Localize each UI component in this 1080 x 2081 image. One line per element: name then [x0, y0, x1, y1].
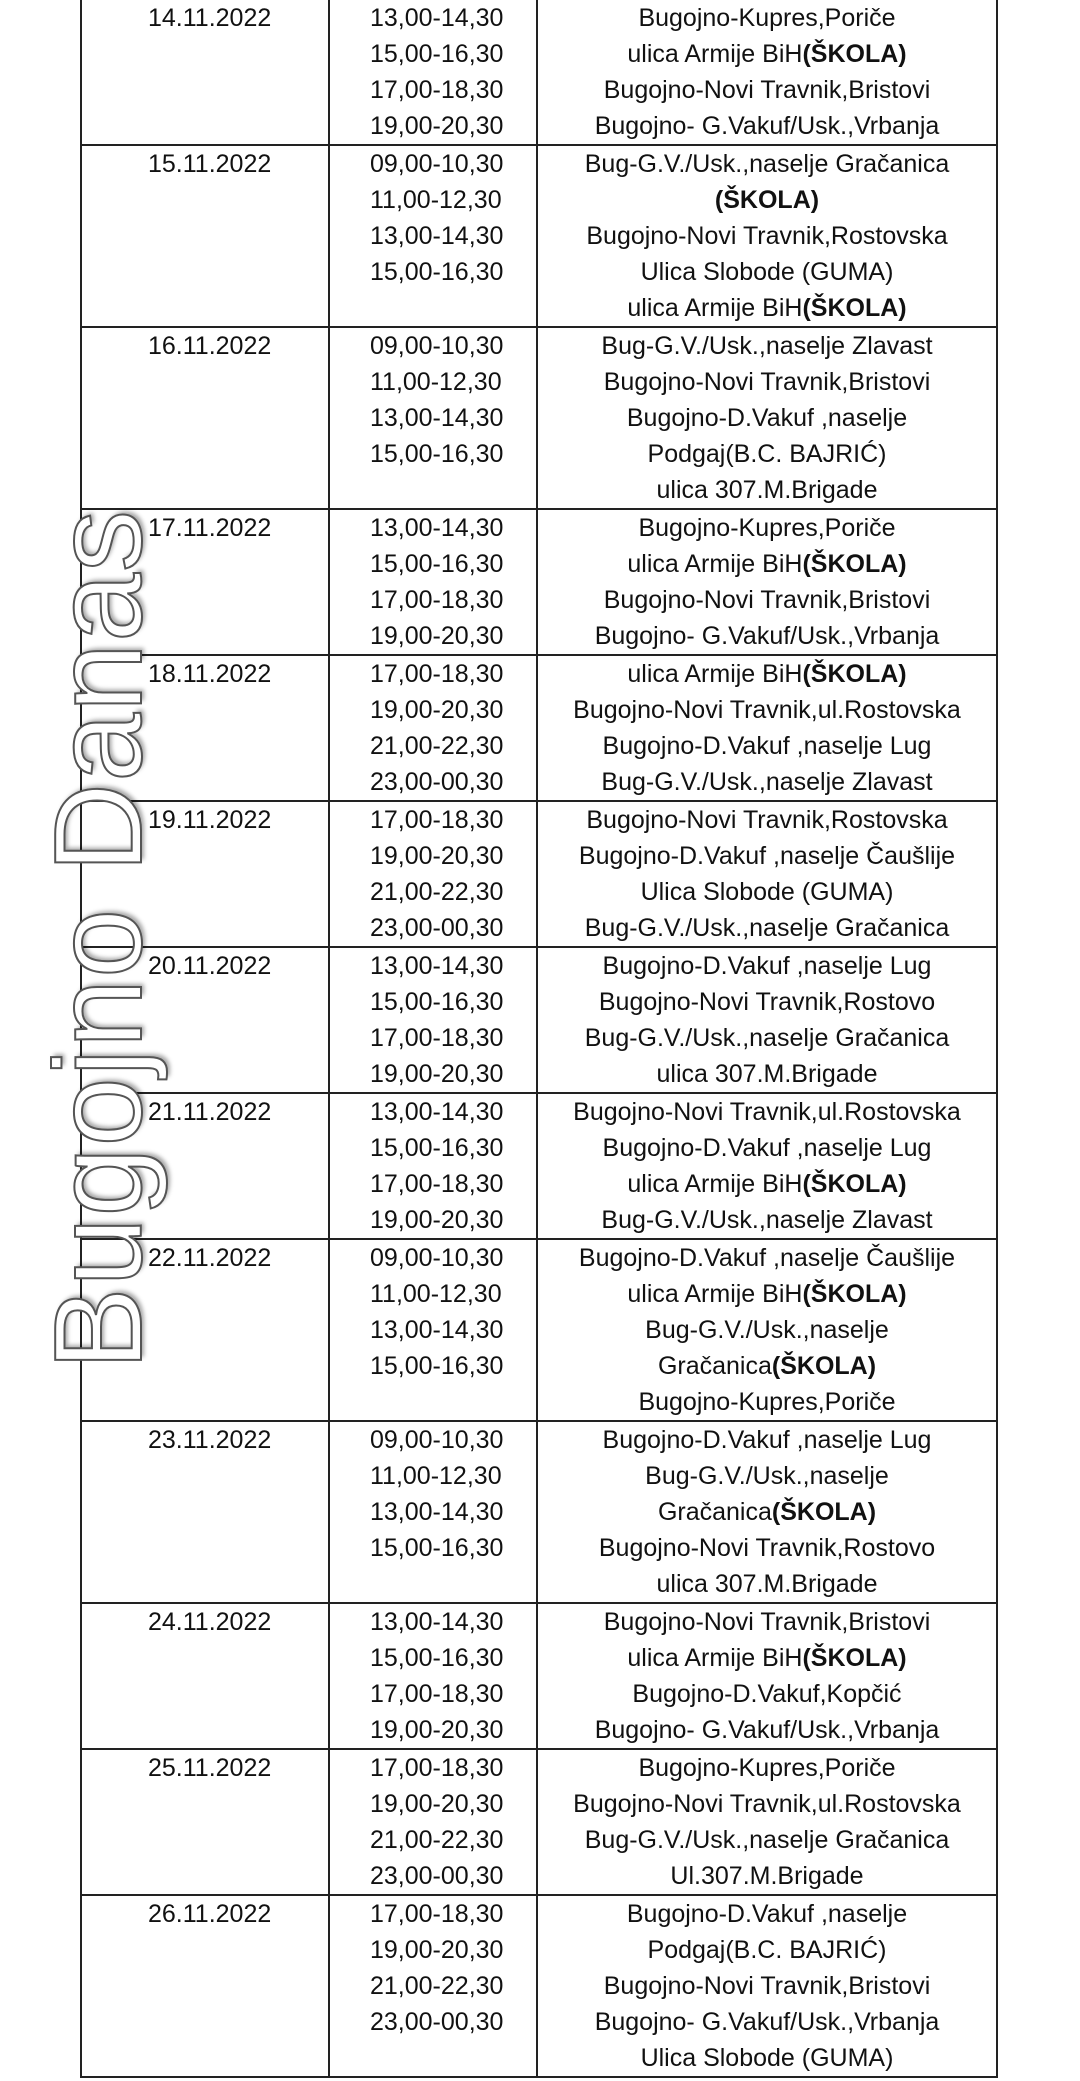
location-text: Bugojno-Novi Travnik,Bristovi	[603, 586, 931, 614]
date-text: 18.11.2022	[148, 660, 272, 688]
location-line	[538, 290, 996, 326]
location-line	[538, 692, 996, 728]
location-line	[538, 1494, 996, 1530]
location-line	[538, 1896, 996, 1932]
date-cell	[81, 801, 329, 947]
schedule-row	[81, 801, 997, 947]
location-line	[538, 1020, 996, 1056]
location-line	[538, 948, 996, 984]
schedule-row	[81, 1895, 997, 2077]
location-text: ulica Armije BiH	[627, 550, 803, 578]
schedule-row	[81, 0, 997, 145]
location-cell	[537, 1749, 997, 1895]
location-cell	[537, 327, 997, 509]
time-cell	[329, 1421, 537, 1603]
location-text: Bugojno-Novi Travnik,Rostovo	[598, 988, 936, 1016]
time-slot: 17,00-18,30	[370, 586, 504, 614]
school-marker: (ŠKOLA)	[802, 1644, 907, 1672]
time-slot: 09,00-10,30	[370, 1426, 504, 1454]
date-cell	[81, 1421, 329, 1603]
location-text: Bug-G.V./Usk.,naselje Gračanica	[584, 1826, 950, 1854]
school-marker: (ŠKOLA)	[771, 1352, 877, 1380]
date-text: 19.11.2022	[148, 806, 272, 834]
location-line	[538, 400, 996, 436]
time-slot: 19,00-20,30	[370, 1716, 504, 1744]
location-text: Gračanica	[657, 1498, 772, 1526]
location-line	[538, 764, 996, 800]
location-text: Bugojno-Novi Travnik,Rostovo	[598, 1534, 936, 1562]
schedule-row	[81, 509, 997, 655]
time-slot: 13,00-14,30	[370, 952, 504, 980]
date-text: 24.11.2022	[148, 1608, 272, 1636]
location-text: Bugojno-Novi Travnik,ul.Rostovska	[573, 1790, 961, 1818]
time-slot: 15,00-16,30	[370, 1534, 504, 1562]
location-text: Gračanica	[657, 1352, 772, 1380]
location-line	[538, 146, 996, 182]
time-slot: 19,00-20,30	[370, 1206, 504, 1234]
date-text: 23.11.2022	[148, 1426, 272, 1454]
schedule-row	[81, 145, 997, 327]
date-text: 16.11.2022	[148, 332, 272, 360]
location-line	[538, 1530, 996, 1566]
date-cell	[81, 1093, 329, 1239]
time-cell	[329, 1603, 537, 1749]
watermark-text: Bugojno Danas	[30, 509, 168, 1370]
location-text: ulica Armije BiH	[627, 1644, 803, 1672]
schedule-row	[81, 1603, 997, 1749]
location-text: ulica Armije BiH	[627, 1170, 803, 1198]
location-text: Bugojno-Novi Travnik,Bristovi	[603, 368, 931, 396]
time-slot: 19,00-20,30	[370, 696, 504, 724]
school-marker: (ŠKOLA)	[771, 1498, 877, 1526]
location-line	[538, 1348, 996, 1384]
location-text: Bugojno- G.Vakuf/Usk.,Vrbanja	[594, 622, 940, 650]
school-marker: (ŠKOLA)	[802, 294, 907, 322]
time-slot: 17,00-18,30	[370, 1900, 504, 1928]
date-text: 21.11.2022	[148, 1098, 272, 1126]
location-text: Bugojno-Novi Travnik,Rostovska	[586, 806, 948, 834]
location-line	[538, 984, 996, 1020]
time-slot: 17,00-18,30	[370, 1680, 504, 1708]
schedule-row	[81, 327, 997, 509]
location-line	[538, 1750, 996, 1786]
date-cell	[81, 947, 329, 1093]
time-slot: 17,00-18,30	[370, 806, 504, 834]
time-slot: 21,00-22,30	[370, 1972, 504, 2000]
location-text: Podgaj(B.C. BAJRIĆ)	[647, 440, 887, 468]
location-line	[538, 1858, 996, 1894]
time-slot: 13,00-14,30	[370, 1608, 504, 1636]
time-slot: 15,00-16,30	[370, 988, 504, 1016]
time-cell	[329, 1093, 537, 1239]
date-cell	[81, 655, 329, 801]
time-slot: 23,00-00,30	[370, 2008, 504, 2036]
time-cell	[329, 1749, 537, 1895]
location-text: ulica Armije BiH	[627, 40, 803, 68]
location-cell	[537, 1239, 997, 1421]
date-text: 14.11.2022	[148, 4, 272, 32]
location-text: Bug-G.V./Usk.,naselje Zlavast	[601, 768, 933, 796]
location-text: Bugojno-D.Vakuf ,naselje Čaušlije	[578, 842, 956, 870]
time-slot: 13,00-14,30	[370, 1098, 504, 1126]
time-slot: 15,00-16,30	[370, 1352, 504, 1380]
location-line	[538, 1312, 996, 1348]
location-line	[538, 582, 996, 618]
location-line	[538, 1640, 996, 1676]
location-text: ulica 307.M.Brigade	[656, 1060, 878, 1088]
location-line	[538, 328, 996, 364]
location-cell	[537, 801, 997, 947]
location-cell	[537, 145, 997, 327]
date-text: 20.11.2022	[148, 952, 272, 980]
date-cell	[81, 1895, 329, 2077]
time-slot: 13,00-14,30	[370, 222, 504, 250]
location-text: Bugojno-Novi Travnik,Rostovska	[586, 222, 948, 250]
date-cell	[81, 1603, 329, 1749]
schedule-row	[81, 947, 997, 1093]
location-line	[538, 1676, 996, 1712]
location-cell	[537, 509, 997, 655]
time-cell	[329, 801, 537, 947]
time-slot: 15,00-16,30	[370, 1644, 504, 1672]
location-text: Bugojno-D.Vakuf ,naselje Lug	[602, 952, 932, 980]
location-line	[538, 910, 996, 946]
location-text: Bugojno-D.Vakuf ,naselje	[626, 404, 908, 432]
time-slot: 19,00-20,30	[370, 1790, 504, 1818]
school-marker: (ŠKOLA)	[802, 660, 907, 688]
location-line	[538, 546, 996, 582]
location-text: Bugojno-Kupres,Poriče	[638, 4, 896, 32]
location-text: Bugojno-Novi Travnik,Bristovi	[603, 1608, 931, 1636]
date-text: 25.11.2022	[148, 1754, 272, 1782]
location-text: Bug-G.V./Usk.,naselje Zlavast	[601, 1206, 933, 1234]
location-line	[538, 2040, 996, 2076]
location-cell	[537, 1895, 997, 2077]
location-line	[538, 1422, 996, 1458]
time-slot: 19,00-20,30	[370, 112, 504, 140]
location-text: Bugojno-D.Vakuf,Kopčić	[632, 1680, 902, 1708]
time-slot: 15,00-16,30	[370, 550, 504, 578]
date-text: 22.11.2022	[148, 1244, 272, 1272]
location-line	[538, 618, 996, 654]
school-marker: (ŠKOLA)	[802, 1280, 907, 1308]
location-line	[538, 1240, 996, 1276]
location-line	[538, 254, 996, 290]
location-text: Bug-G.V./Usk.,naselje Gračanica	[584, 914, 950, 942]
schedule-row	[81, 655, 997, 801]
location-text: ulica 307.M.Brigade	[656, 1570, 878, 1598]
time-slot: 19,00-20,30	[370, 622, 504, 650]
location-text: ulica Armije BiH	[627, 660, 803, 688]
time-slot: 15,00-16,30	[370, 40, 504, 68]
location-text: Bugojno-Novi Travnik,ul.Rostovska	[573, 1098, 961, 1126]
location-text: Bugojno-Novi Travnik,ul.Rostovska	[573, 696, 961, 724]
time-slot: 13,00-14,30	[370, 514, 504, 542]
location-text: Bugojno-D.Vakuf ,naselje Lug	[602, 732, 932, 760]
location-text: Bugojno-Novi Travnik,Bristovi	[603, 1972, 931, 2000]
date-cell	[81, 327, 329, 509]
time-slot: 09,00-10,30	[370, 332, 504, 360]
time-cell	[329, 1239, 537, 1421]
location-line	[538, 436, 996, 472]
location-text: Bugojno-Novi Travnik,Bristovi	[603, 76, 931, 104]
date-text: 26.11.2022	[148, 1900, 272, 1928]
school-marker: (ŠKOLA)	[802, 1170, 907, 1198]
location-line	[538, 72, 996, 108]
time-slot: 15,00-16,30	[370, 440, 504, 468]
location-line	[538, 218, 996, 254]
location-text: Bug-G.V./Usk.,naselje Gračanica	[584, 1024, 950, 1052]
time-cell	[329, 655, 537, 801]
time-slot: 21,00-22,30	[370, 732, 504, 760]
location-text: Bugojno-D.Vakuf ,naselje Čaušlije	[578, 1244, 956, 1272]
time-slot: 17,00-18,30	[370, 1754, 504, 1782]
time-slot: 19,00-20,30	[370, 1060, 504, 1088]
date-text: 17.11.2022	[148, 514, 272, 542]
time-slot: 17,00-18,30	[370, 1024, 504, 1052]
location-line	[538, 1458, 996, 1494]
time-slot: 11,00-12,30	[370, 1280, 502, 1308]
location-line	[538, 1202, 996, 1238]
location-line	[538, 1094, 996, 1130]
date-cell	[81, 509, 329, 655]
location-line	[538, 1604, 996, 1640]
schedule-table	[80, 0, 998, 2078]
location-text: ulica Armije BiH	[627, 294, 803, 322]
schedule-row	[81, 1421, 997, 1603]
location-line	[538, 802, 996, 838]
time-cell	[329, 145, 537, 327]
time-slot: 13,00-14,30	[370, 4, 504, 32]
time-slot: 23,00-00,30	[370, 768, 504, 796]
time-slot: 23,00-00,30	[370, 914, 504, 942]
schedule-row	[81, 1093, 997, 1239]
time-slot: 23,00-00,30	[370, 1862, 504, 1890]
location-text: Ulica Slobode (GUMA)	[640, 258, 894, 286]
location-text: Bugojno-Kupres,Poriče	[638, 1754, 896, 1782]
location-line	[538, 1712, 996, 1748]
location-text: Bug-G.V./Usk.,naselje	[645, 1462, 889, 1490]
location-text: ulica 307.M.Brigade	[656, 476, 878, 504]
time-slot: 11,00-12,30	[370, 186, 502, 214]
location-cell	[537, 1603, 997, 1749]
location-line	[538, 874, 996, 910]
time-slot: 15,00-16,30	[370, 258, 504, 286]
schedule-body	[81, 0, 997, 2077]
location-line	[538, 1166, 996, 1202]
location-text: Bug-G.V./Usk.,naselje Gračanica	[584, 150, 950, 178]
school-marker: (ŠKOLA)	[714, 186, 820, 214]
location-line	[538, 1276, 996, 1312]
location-text: Bug-G.V./Usk.,naselje Zlavast	[601, 332, 933, 360]
time-slot: 13,00-14,30	[370, 1316, 504, 1344]
location-text: Bug-G.V./Usk.,naselje	[645, 1316, 889, 1344]
time-slot: 11,00-12,30	[370, 1462, 502, 1490]
location-cell	[537, 1421, 997, 1603]
location-line	[538, 182, 996, 218]
location-line	[538, 656, 996, 692]
location-text: ulica Armije BiH	[627, 1280, 803, 1308]
date-text: 15.11.2022	[148, 150, 272, 178]
location-text: Bugojno-Kupres,Poriče	[638, 1388, 896, 1416]
location-line	[538, 1384, 996, 1420]
location-line	[538, 1786, 996, 1822]
time-slot: 19,00-20,30	[370, 1936, 504, 1964]
location-text: Ulica Slobode (GUMA)	[640, 2044, 894, 2072]
location-cell	[537, 947, 997, 1093]
time-slot: 17,00-18,30	[370, 1170, 504, 1198]
location-line	[538, 1932, 996, 1968]
time-slot: 09,00-10,30	[370, 150, 504, 178]
location-line	[538, 2004, 996, 2040]
location-line	[538, 1822, 996, 1858]
time-cell	[329, 1895, 537, 2077]
date-cell	[81, 0, 329, 145]
location-text: Bugojno-D.Vakuf ,naselje Lug	[602, 1426, 932, 1454]
location-line	[538, 0, 996, 36]
time-slot: 21,00-22,30	[370, 878, 504, 906]
location-text: Bugojno-Kupres,Poriče	[638, 514, 896, 542]
time-slot: 15,00-16,30	[370, 1134, 504, 1162]
location-cell	[537, 0, 997, 145]
time-cell	[329, 327, 537, 509]
time-cell	[329, 509, 537, 655]
time-cell	[329, 0, 537, 145]
time-slot: 11,00-12,30	[370, 368, 502, 396]
location-line	[538, 838, 996, 874]
time-slot: 09,00-10,30	[370, 1244, 504, 1272]
time-slot: 13,00-14,30	[370, 404, 504, 432]
location-text: Bugojno- G.Vakuf/Usk.,Vrbanja	[594, 2008, 940, 2036]
schedule-row	[81, 1239, 997, 1421]
time-slot: 17,00-18,30	[370, 76, 504, 104]
location-cell	[537, 655, 997, 801]
location-line	[538, 1566, 996, 1602]
location-line	[538, 472, 996, 508]
date-cell	[81, 145, 329, 327]
location-text: Bugojno-D.Vakuf ,naselje	[626, 1900, 908, 1928]
location-line	[538, 1968, 996, 2004]
time-slot: 17,00-18,30	[370, 660, 504, 688]
date-cell	[81, 1749, 329, 1895]
location-cell	[537, 1093, 997, 1239]
location-line	[538, 36, 996, 72]
location-text: Bugojno- G.Vakuf/Usk.,Vrbanja	[594, 112, 940, 140]
location-text: Ulica Slobode (GUMA)	[640, 878, 894, 906]
location-line	[538, 108, 996, 144]
location-text: Podgaj(B.C. BAJRIĆ)	[647, 1936, 887, 1964]
time-slot: 19,00-20,30	[370, 842, 504, 870]
location-text: Ul.307.M.Brigade	[670, 1862, 864, 1890]
school-marker: (ŠKOLA)	[802, 550, 907, 578]
time-slot: 21,00-22,30	[370, 1826, 504, 1854]
location-text: Bugojno- G.Vakuf/Usk.,Vrbanja	[594, 1716, 940, 1744]
location-line	[538, 510, 996, 546]
location-line	[538, 364, 996, 400]
time-slot: 13,00-14,30	[370, 1498, 504, 1526]
school-marker: (ŠKOLA)	[802, 40, 907, 68]
schedule-row	[81, 1749, 997, 1895]
date-cell	[81, 1239, 329, 1421]
location-line	[538, 728, 996, 764]
time-cell	[329, 947, 537, 1093]
location-line	[538, 1056, 996, 1092]
location-text: Bugojno-D.Vakuf ,naselje Lug	[602, 1134, 932, 1162]
location-line	[538, 1130, 996, 1166]
